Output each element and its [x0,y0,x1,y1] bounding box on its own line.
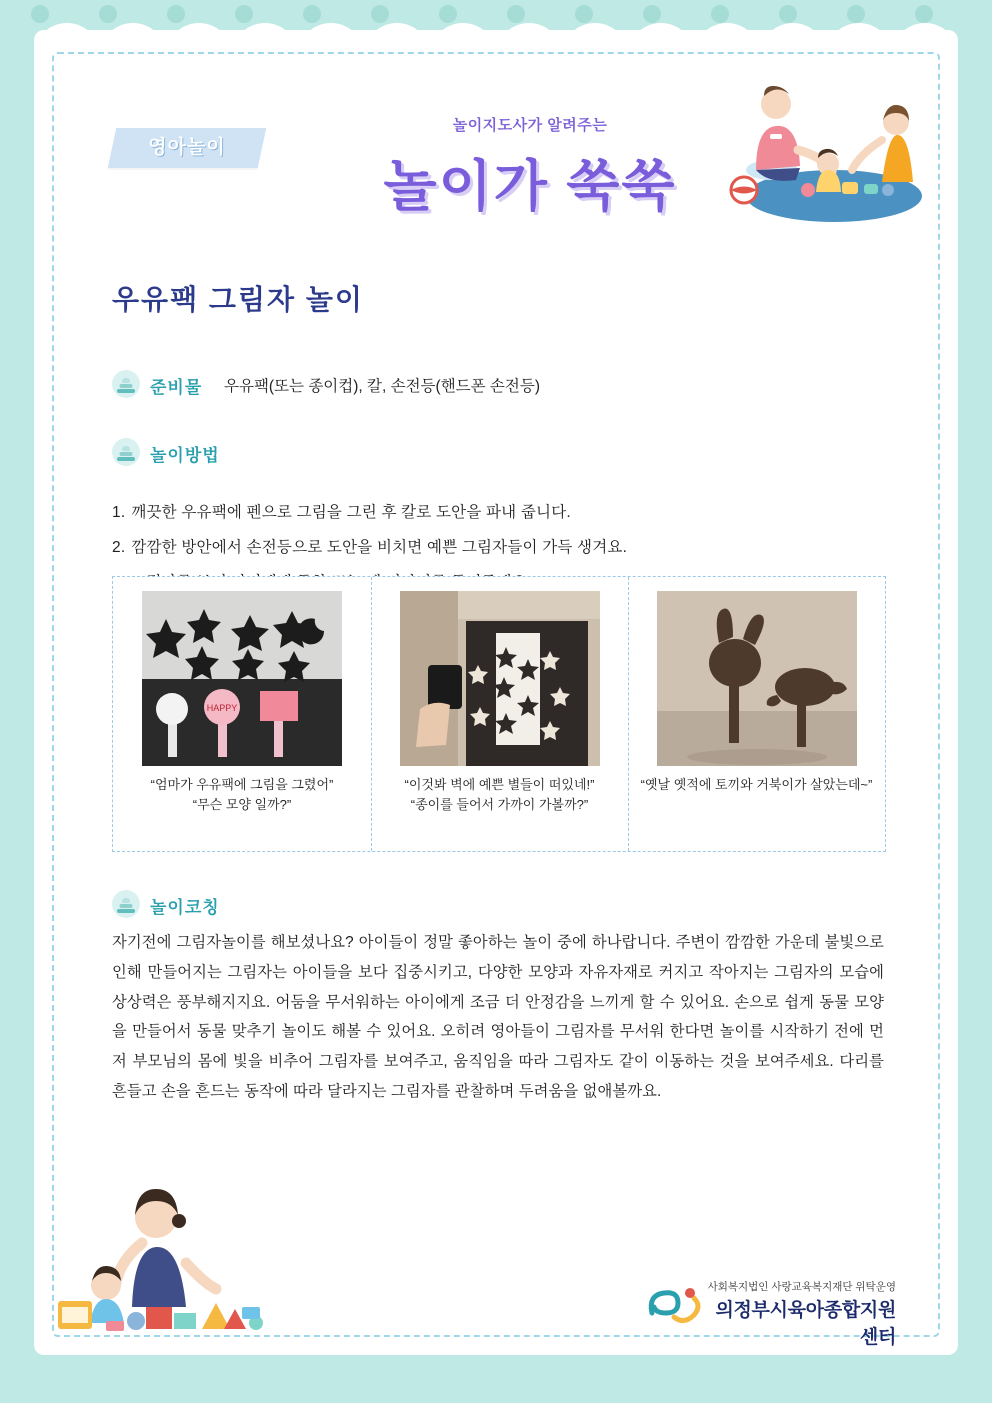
page-border-bottom [0,1347,992,1403]
photo-cell [628,577,885,851]
list-item [112,535,902,557]
photo-gallery [112,576,886,852]
step-text: 깨끗한 우유팩에 펜으로 그림을 그린 후 칼로 도안을 파내 줍니다. [131,504,571,521]
photo-cell [113,577,372,851]
stack-toy-icon [112,890,140,918]
category-badge-label: 영아놀이 [148,137,226,158]
org-name: 의정부시육아종합지원센터 [715,1300,896,1348]
header-kicker: 놀이지도사가 알려주는 [452,117,608,134]
section-materials [112,370,892,404]
step-number: 1. [112,504,126,521]
logo-mark-icon [646,1283,702,1327]
photo-thumbnail [142,591,342,766]
stack-toy-icon [112,370,140,398]
svg-text:HAPPY: HAPPY [206,703,238,713]
section-method-label: 놀이방법 [150,446,220,465]
photo-caption: “엄마가 우유팩에 그림을 그렸어” “무슨 모양 일까?” [150,777,334,812]
photo-thumbnail [400,591,600,766]
photo-thumbnail [657,591,857,766]
photo-cell [371,577,629,851]
section-method [112,438,892,472]
organization-logo [646,1279,896,1348]
section-materials-text: 우유팩(또는 종이컵), 칼, 손전등(핸드폰 손전등) [224,378,541,395]
list-item [112,500,902,522]
section-coaching [112,890,892,924]
stack-toy-icon [112,438,140,466]
header-title: 놀이가 쑥쑥 [383,155,677,217]
step-number: 2. [112,539,126,556]
hero-illustration [712,78,932,238]
section-materials-label: 준비물 [150,378,203,397]
photo-star-projection [400,591,600,766]
section-coaching-text: 자기전에 그림자놀이를 해보셨나요? 아이들이 정말 좋아하는 놀이 중에 하나랍니다. 주변이 깜깜한 가운데 불빛으로 인해 만들어지는 그림자는 아이들을 보다 집중시키고, 다양한 모양과 자유자재로 커지고 작아지는 그림자의 모습에 상상력은 풍부해지지요. 어둠을 무서워하는 아이에게 조금 더 안정감을 느끼게 할 수 있어요. 손으로 쉽게 동물 모양을 만들어서 동물 맞추기 놀이도 해볼 수 있어요. 오히려 영아들이 그림자를 무서워 한다면 놀이를 시작하기 전에 먼저 부모님의 몸에 빛을 비추어 그림자를 보여주고, 움직임을 따라 그림자도 같이 이동하는 것을 보여주세요. 다리를 흔들고 손을 흔드는 동작에 따라 달라지는 그림자를 관찰하며 두려움을 없애볼까요. [112,934,884,1101]
footer-illustration [46,1181,306,1351]
org-subtitle: 사회복지법인 사랑교육복지재단 위탁운영 [707,1281,896,1293]
photo-milkcarton-stencils [142,591,342,766]
photo-caption: “옛날 옛적에 토끼와 거북이가 살았는데~” [640,777,873,792]
step-text: 깜깜한 방안에서 손전등으로 도안을 비치면 예쁜 그림자들이 가득 생겨요. [131,539,628,556]
page-title: 우유팩 그림자 놀이 [112,284,364,315]
scallop-edge [34,20,958,80]
section-coaching-label: 놀이코칭 [150,898,220,917]
photo-caption: “이것봐 벽에 예쁜 별들이 떠있네!” “종이를 들어서 가까이 가볼까?” [404,777,595,812]
photo-rabbit-turtle-shadow [657,591,857,766]
